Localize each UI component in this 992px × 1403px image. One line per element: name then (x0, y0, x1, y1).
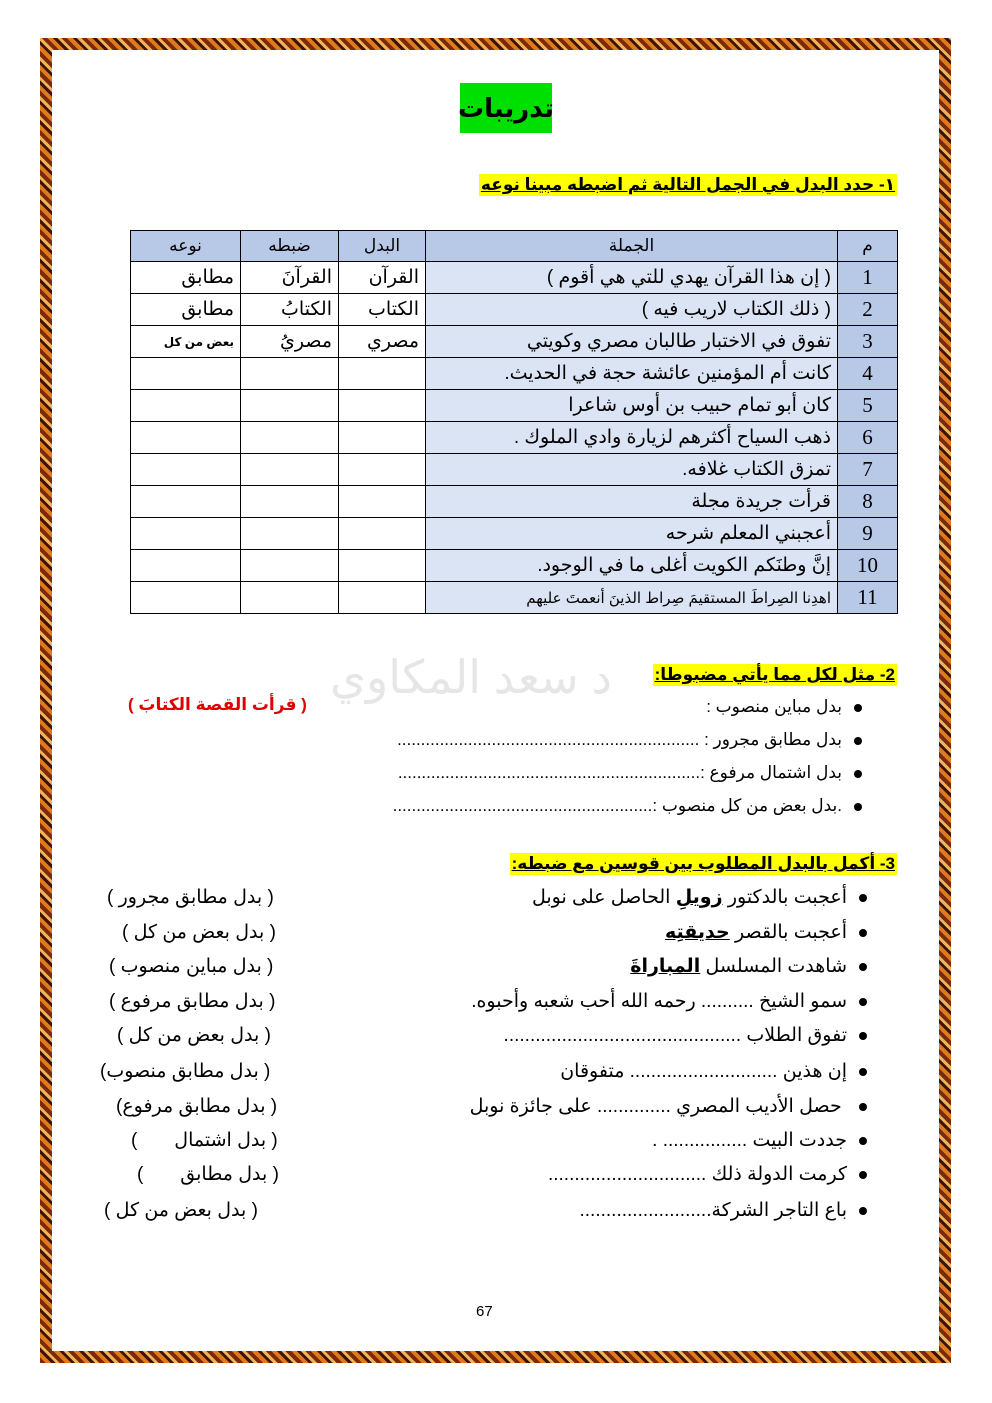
row-type: مطابق (131, 262, 241, 294)
item-text: أعجبت بالقصر (735, 922, 847, 943)
item-text: شاهدت المسلسل (705, 956, 847, 977)
row-sentence: ذهب السياح أكثرهم لزيارة وادي الملوك . (426, 422, 838, 454)
bullet-icon (854, 770, 862, 778)
row-badal: مصري (339, 326, 426, 358)
row-number: 9 (838, 518, 898, 550)
item-type: ( بدل مطابق مرفوع ) (109, 991, 276, 1012)
bullet-icon (859, 1103, 867, 1111)
list-item (393, 796, 862, 816)
row-type[interactable] (131, 582, 241, 614)
item-label: بدل اشتمال مرفوع : (700, 763, 842, 782)
item-label: بدل مطابق مجرور : (704, 730, 842, 749)
row-badal[interactable] (339, 582, 426, 614)
item-text-end: رحمه الله أحب شعبه وأحبوه. (471, 991, 696, 1012)
table-row (131, 518, 898, 550)
row-type[interactable] (131, 454, 241, 486)
item-type: ( بدل اشتمال ) (131, 1130, 278, 1151)
item-text[interactable]: إن هذين ............................ (629, 1061, 847, 1082)
item-text-end: متفوقان (560, 1061, 625, 1082)
item-type: ( بدل بعض من كل ) (104, 1200, 258, 1221)
row-dabt[interactable] (241, 518, 339, 550)
row-sentence: ( ذلك الكتاب لاريب فيه ) (426, 294, 838, 326)
row-type[interactable] (131, 486, 241, 518)
header-dabt: ضبطه (241, 231, 339, 262)
bullet-icon (859, 1171, 867, 1179)
bullet-icon (859, 929, 867, 937)
table-row (131, 422, 898, 454)
table-row (131, 262, 898, 294)
row-number: 5 (838, 390, 898, 422)
item-type: ( بدل مطابق منصوب) (100, 1061, 271, 1082)
row-sentence: أعجبني المعلم شرحه (426, 518, 838, 550)
item-answer: حديقتِه (664, 922, 730, 943)
row-sentence: إنَّ وطنَكم الكويت أغلى ما في الوجود. (426, 550, 838, 582)
item-text[interactable]: تفوق الطلاب ............................................. (503, 1025, 847, 1046)
answer-blank[interactable]: ....................................................... (392, 796, 653, 815)
row-sentence: كانت أم المؤمنين عائشة حجة في الحديث. (426, 358, 838, 390)
bullet-icon (854, 803, 862, 811)
row-number: 8 (838, 486, 898, 518)
row-type[interactable] (131, 358, 241, 390)
list-item (470, 1095, 867, 1118)
row-number: 2 (838, 294, 898, 326)
table-row (131, 486, 898, 518)
table-row (131, 326, 898, 358)
row-number: 10 (838, 550, 898, 582)
item-text[interactable]: سمو الشيخ .......... (700, 991, 847, 1012)
item-text[interactable]: باع التاجر الشركة......................... (579, 1200, 847, 1221)
item-text[interactable]: جددت البيت ................ . (652, 1130, 847, 1151)
bullet-icon (859, 963, 867, 971)
row-badal[interactable] (339, 358, 426, 390)
item-text[interactable]: حصل الأديب المصري .............. (596, 1096, 847, 1117)
row-type[interactable] (131, 422, 241, 454)
answer-blank[interactable]: ................................................................ (397, 730, 700, 749)
bullet-icon (854, 737, 862, 745)
header-badal: البدل (339, 231, 426, 262)
row-type[interactable] (131, 390, 241, 422)
bullet-icon (859, 998, 867, 1006)
row-sentence: تفوق في الاختبار طالبان مصري وكويتي (426, 326, 838, 358)
list-item (398, 763, 862, 783)
list-item (560, 1060, 867, 1083)
row-badal: الكتاب (339, 294, 426, 326)
row-dabt: الكتابُ (241, 294, 339, 326)
row-type[interactable] (131, 550, 241, 582)
item-answer: زويلِ (675, 887, 723, 908)
page-number: 67 (476, 1303, 493, 1320)
row-type[interactable] (131, 518, 241, 550)
row-badal[interactable] (339, 454, 426, 486)
row-number: 3 (838, 326, 898, 358)
list-item (706, 697, 862, 717)
header-sentence: الجملة (426, 231, 838, 262)
bullet-icon (859, 1032, 867, 1040)
row-number: 4 (838, 358, 898, 390)
row-type: مطابق (131, 294, 241, 326)
exercise-1-heading: ١- حدد البدل في الجمل التالية ثم اضبطه مبينا نوعه (480, 175, 895, 194)
row-badal: القرآن (339, 262, 426, 294)
bullet-icon (854, 704, 862, 712)
row-dabt[interactable] (241, 454, 339, 486)
row-dabt[interactable] (241, 582, 339, 614)
row-dabt[interactable] (241, 358, 339, 390)
row-sentence: ( إن هذا القرآن يهدي للتي هي أقوم ) (426, 262, 838, 294)
exercise-3-heading: 3- أكمل بالبدل المطلوب بين قوسين مع ضبطه: (511, 854, 895, 873)
item-type: ( بدل مطابق مرفوع) (116, 1096, 278, 1117)
list-item (548, 1163, 867, 1186)
item-label: .بدل بعض من كل منصوب : (652, 796, 842, 815)
exercise-2-heading: 2- مثل لكل مما يأتي مضبوطا: (654, 665, 895, 684)
row-sentence: اهدِنا الصِراطَ المستقيمَ صِراط الذينَ أنعمتَ عليهم (426, 582, 838, 614)
table-row (131, 550, 898, 582)
list-item (532, 886, 867, 909)
example-answer: ( قرأت القصة الكتابَ ) (128, 695, 307, 714)
table-row (131, 582, 898, 614)
header-type: نوعه (131, 231, 241, 262)
row-badal[interactable] (339, 518, 426, 550)
header-num: م (838, 231, 898, 262)
row-dabt[interactable] (241, 390, 339, 422)
item-type: ( بدل مطابق ) (137, 1164, 279, 1185)
row-sentence: تمزق الكتاب غلافه. (426, 454, 838, 486)
row-dabt: القرآنَ (241, 262, 339, 294)
list-item (397, 730, 862, 750)
list-item (580, 1199, 868, 1222)
row-number: 1 (838, 262, 898, 294)
item-text[interactable]: كرمت الدولة ذلك .............................. (547, 1164, 847, 1185)
row-badal[interactable] (339, 422, 426, 454)
row-badal[interactable] (339, 390, 426, 422)
row-sentence: قرأت جريدة مجلة (426, 486, 838, 518)
table-row (131, 454, 898, 486)
item-text: أعجبت بالدكتور (727, 887, 847, 908)
row-badal[interactable] (339, 486, 426, 518)
row-number: 11 (838, 582, 898, 614)
list-item (471, 990, 867, 1013)
watermark: د سعد المكاوي (330, 651, 612, 703)
row-dabt: مصريُ (241, 326, 339, 358)
table-row (131, 358, 898, 390)
item-type: ( بدل بعض من كل ) (122, 922, 276, 943)
item-label: بدل مباين منصوب : (706, 697, 842, 716)
list-item (504, 1024, 867, 1047)
item-type: ( بدل بعض من كل ) (117, 1025, 271, 1046)
bullet-icon (859, 1207, 867, 1215)
list-item (630, 955, 867, 978)
row-sentence: كان أبو تمام حبيب بن أوس شاعرا (426, 390, 838, 422)
row-dabt[interactable] (241, 486, 339, 518)
row-dabt[interactable] (241, 550, 339, 582)
list-item (665, 921, 867, 944)
item-text-end: الحاصل على نوبل (531, 887, 671, 908)
item-type: ( بدل مطابق مجرور ) (107, 887, 274, 908)
row-dabt[interactable] (241, 422, 339, 454)
item-answer: المباراةَ (630, 956, 701, 977)
table-row (131, 294, 898, 326)
table-row (131, 390, 898, 422)
answer-blank[interactable]: ................................................................ (397, 763, 701, 782)
exercise-1-table (130, 230, 898, 614)
bullet-icon (859, 1137, 867, 1145)
row-number: 7 (838, 454, 898, 486)
item-type: ( بدل مباين منصوب ) (109, 956, 274, 977)
row-badal[interactable] (339, 550, 426, 582)
page-title: تدريبات (460, 83, 552, 133)
bullet-icon (859, 894, 867, 902)
list-item (652, 1129, 867, 1152)
bullet-icon (859, 1068, 867, 1076)
item-text-end: على جائزة نوبل (469, 1096, 592, 1117)
table-header-row (131, 231, 898, 262)
row-number: 6 (838, 422, 898, 454)
row-type: بعض من كل (131, 326, 241, 358)
